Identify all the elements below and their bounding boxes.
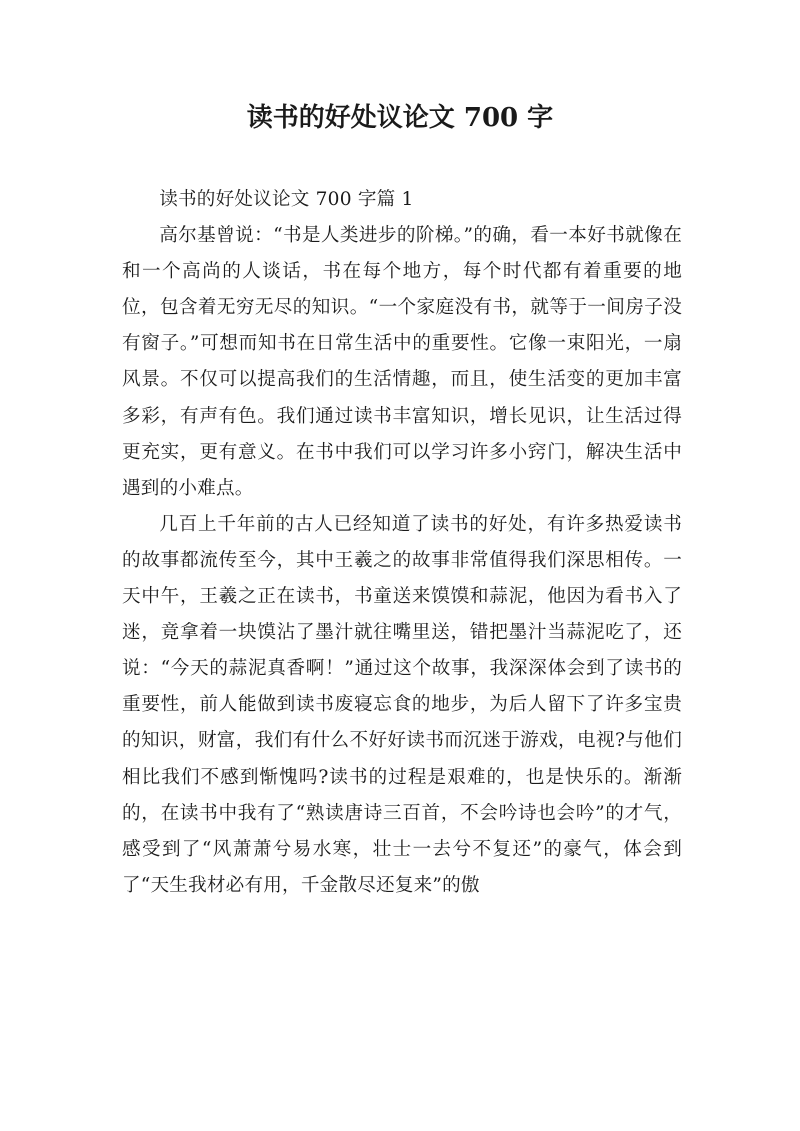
paragraph-2: 几百上千年前的古人已经知道了读书的好处，有许多热爱读书的故事都流传至今，其中王羲之的故事非常值得我们深思相传。一天中午，王羲之正在读书，书童送来馍馍和蒜泥，他因为看书入了迷，竟拿着一块馍沾了墨汁就往嘴里送，错把墨汁当蒜泥吃了，还说：“今天的蒜泥真香啊！”通过这个故事，我深深体会到了读书的重要性，前人能做到读书废寝忘食的地步，为后人留下了许多宝贵的知识，财富，我们有什么不好好读书而沉迷于游戏，电视?与他们相比我们不感到惭愧吗?读书的过程是艰难的，也是快乐的。渐渐的，在读书中我有了“熟读唐诗三百首，不会吟诗也会吟”的才气，感受到了“风萧萧兮易水寒，壮士一去兮不复还”的豪气，体会到了“天生我材必有用，千金散尽还复来”的傲 <box>122 513 682 896</box>
document-body <box>122 182 682 904</box>
section-heading: 读书的好处议论文 700 字篇 1 <box>159 189 414 210</box>
document-title: 读书的好处议论文 700 字 <box>246 103 554 133</box>
paragraph-1: 高尔基曾说：“书是人类进步的阶梯。”的确，看一本好书就像在和一个高尚的人谈话，书在每个地方，每个时代都有着重要的地位，包含着无穷无尽的知识。“一个家庭没有书，就等于一间房子没有窗子。”可想而知书在日常生活中的重要性。它像一束阳光，一扇风景。不仅可以提高我们的生活情趣，而且，使生活变的更加丰富多彩，有声有色。我们通过读书丰富知识，增长见识，让生活过得更充实，更有意义。在书中我们可以学习许多小窍门，解决生活中遇到的小难点。 <box>122 225 682 499</box>
